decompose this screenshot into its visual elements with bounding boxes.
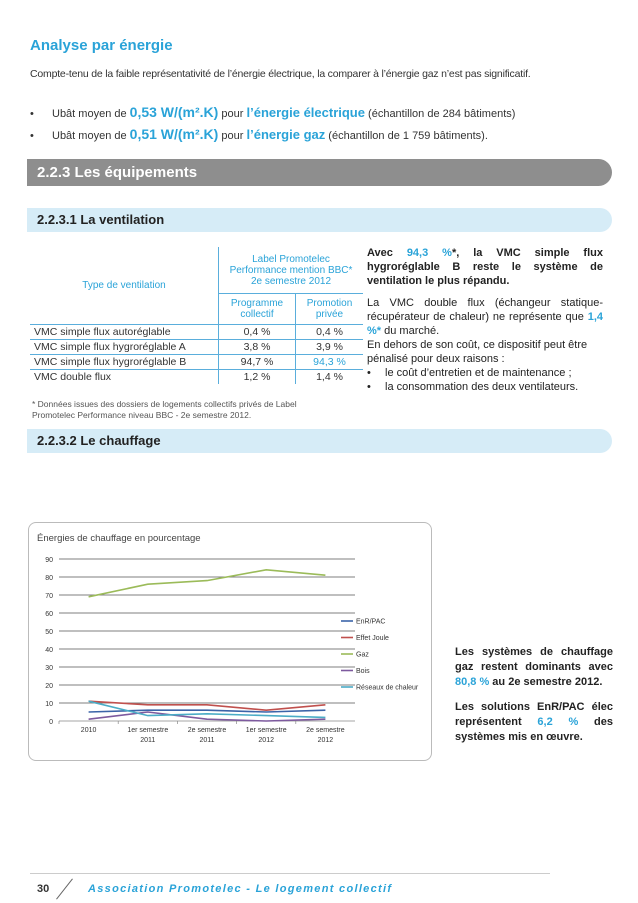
text-span: du marché. [381,325,440,337]
section-title-equipements: 2.2.3 Les équipements [37,164,198,181]
table-row [30,325,363,340]
text-span: Les solutions EnR/PAC élec représentent [455,701,613,728]
bullet-dot: • [30,130,34,142]
bullet-suffix: (échantillon de 284 bâtiments) [364,108,516,120]
footer-title: Association Promotelec - Le logement collectif [88,883,393,895]
bullet-value: 0,51 W/(m².K) [129,126,219,142]
cell-collectif: 1,2 % [219,370,296,385]
legend-label: Gaz [356,651,369,659]
reasons-list [367,366,603,394]
bullet-electrique [30,104,515,120]
y-tick-label: 70 [45,593,53,600]
chart-title: Énergies de chauffage en pourcentage [37,533,201,544]
chauffage-commentary [455,645,613,755]
section-title-analyse: Analyse par énergie [30,37,173,54]
table-footnote [32,399,297,421]
text-span: La VMC double flux (échangeur statique-récupérateur de chaleur) ne représente que [367,297,603,323]
y-tick-label: 80 [45,575,53,582]
subsection-bar-chauffage [27,429,612,453]
subsection-title-ventilation: 2.2.3.1 La ventilation [37,212,165,227]
footnote-line-1: * Données issues des dossiers de logements collectifs privés de Label [32,399,297,409]
x-tick-label: 2010 [80,727,97,734]
chauffage-paragraph-2 [455,700,613,745]
highlight-value: 6,2 % [537,716,579,728]
y-tick-label: 40 [45,647,53,654]
cell-privee: 3,9 % [296,340,364,355]
y-tick-label: 10 [45,701,53,708]
heating-chart [28,522,432,761]
ventilation-paragraph-2 [367,296,603,338]
bullet-value: 0,53 W/(m².K) [129,104,219,120]
x-tick-label: 2011 [199,737,215,744]
header-type: Type de ventilation [30,247,219,325]
bullet-energy: l’énergie gaz [246,127,326,142]
highlight-value: 80,8 % [455,676,490,688]
cell-type: VMC simple flux hygroréglable A [30,340,219,355]
section-bar-equipements [27,159,612,186]
header-label: Label Promotelec Performance mention BBC* 2e semestre 2012 [219,247,364,294]
footer-divider [30,873,550,874]
table-header-row [30,247,363,294]
subsection-title-chauffage: 2.2.3.2 Le chauffage [37,433,161,448]
bullet-prefix: Ubât moyen de [52,130,130,142]
series-line [89,570,326,597]
subsection-bar-ventilation [27,208,612,232]
series-line [89,701,326,710]
y-tick-label: 0 [49,719,53,726]
ventilation-table [30,247,363,384]
cell-type: VMC double flux [30,370,219,385]
highlight-value: 94,3 % [406,247,452,259]
legend-label: Effet Joule [356,635,389,642]
cell-type: VMC simple flux hygroréglable B [30,355,219,370]
text-span: Les systèmes de chauffage gaz restent dominants avec [455,646,613,673]
y-tick-label: 30 [45,665,53,672]
text-span: des systèmes mis en œuvre. [455,716,613,743]
cell-collectif: 0,4 % [219,325,296,340]
x-tick-label: 2012 [258,737,274,744]
header-privee: Promotion privée [296,294,364,325]
x-tick-label: 1er semestre [245,727,287,734]
bullet-gaz [30,126,488,142]
x-tick-label: 2011 [140,737,156,744]
cell-privee: 1,4 % [296,370,364,385]
cell-privee: 0,4 % [296,325,364,340]
chauffage-paragraph-1 [455,645,613,690]
bullet-prefix: Ubât moyen de [52,108,130,120]
table-row [30,340,363,355]
x-tick-label: 1er semestre [127,727,169,734]
bullet-pour: pour [218,108,247,120]
legend-label: Bois [356,668,370,675]
legend-label: Réseaux de chaleur [356,684,419,692]
text-span: *, la VMC simple flux hygroréglable B reste le système de ventilation le plus répandu. [367,247,603,287]
list-item: • le coût d’entretien et de maintenance ; [367,366,603,380]
legend-label: EnR/PAC [356,618,386,626]
x-tick-label: 2e semestre [187,727,227,734]
y-tick-label: 50 [45,629,53,636]
x-tick-label: 2e semestre [306,727,345,734]
footnote-line-2: Promotelec Performance niveau BBC - 2e semestre 2012. [32,410,252,420]
cell-privee-highlight: 94,3 % [296,355,364,370]
list-item: • la consommation des deux ventilateurs. [367,380,603,394]
y-tick-label: 20 [45,683,53,690]
table-row [30,370,363,385]
x-tick-label: 2012 [317,737,334,744]
bullet-dot: • [30,108,34,120]
y-tick-label: 60 [45,611,53,618]
bullet-suffix: (échantillon de 1 759 bâtiments). [325,130,488,142]
highlight-value: 1,4 %* [367,311,603,337]
cell-type: VMC simple flux autoréglable [30,325,219,340]
chart-svg [29,523,431,760]
cell-collectif: 94,7 % [219,355,296,370]
header-collectif: Programme collectif [219,294,296,325]
footer-slash [56,878,73,899]
ventilation-paragraph-3: En dehors de son coût, ce dispositif peut être pénalisé pour deux raisons : [367,339,588,365]
bullet-pour: pour [218,130,247,142]
ventilation-table-container [30,247,363,395]
ventilation-commentary [367,246,603,394]
cell-collectif: 3,8 % [219,340,296,355]
intro-text: Compte-tenu de la faible représentativité de l’énergie électrique, la comparer à l’énergie gaz n’est pas significatif. [30,68,531,80]
table-row [30,355,363,370]
text-span: au 2e semestre 2012. [489,676,603,688]
text-span: Avec [367,247,407,259]
ventilation-paragraph-1 [367,246,603,288]
page-number: 30 [37,883,50,895]
bullet-energy: l’énergie électrique [246,105,365,120]
y-tick-label: 90 [45,557,53,564]
